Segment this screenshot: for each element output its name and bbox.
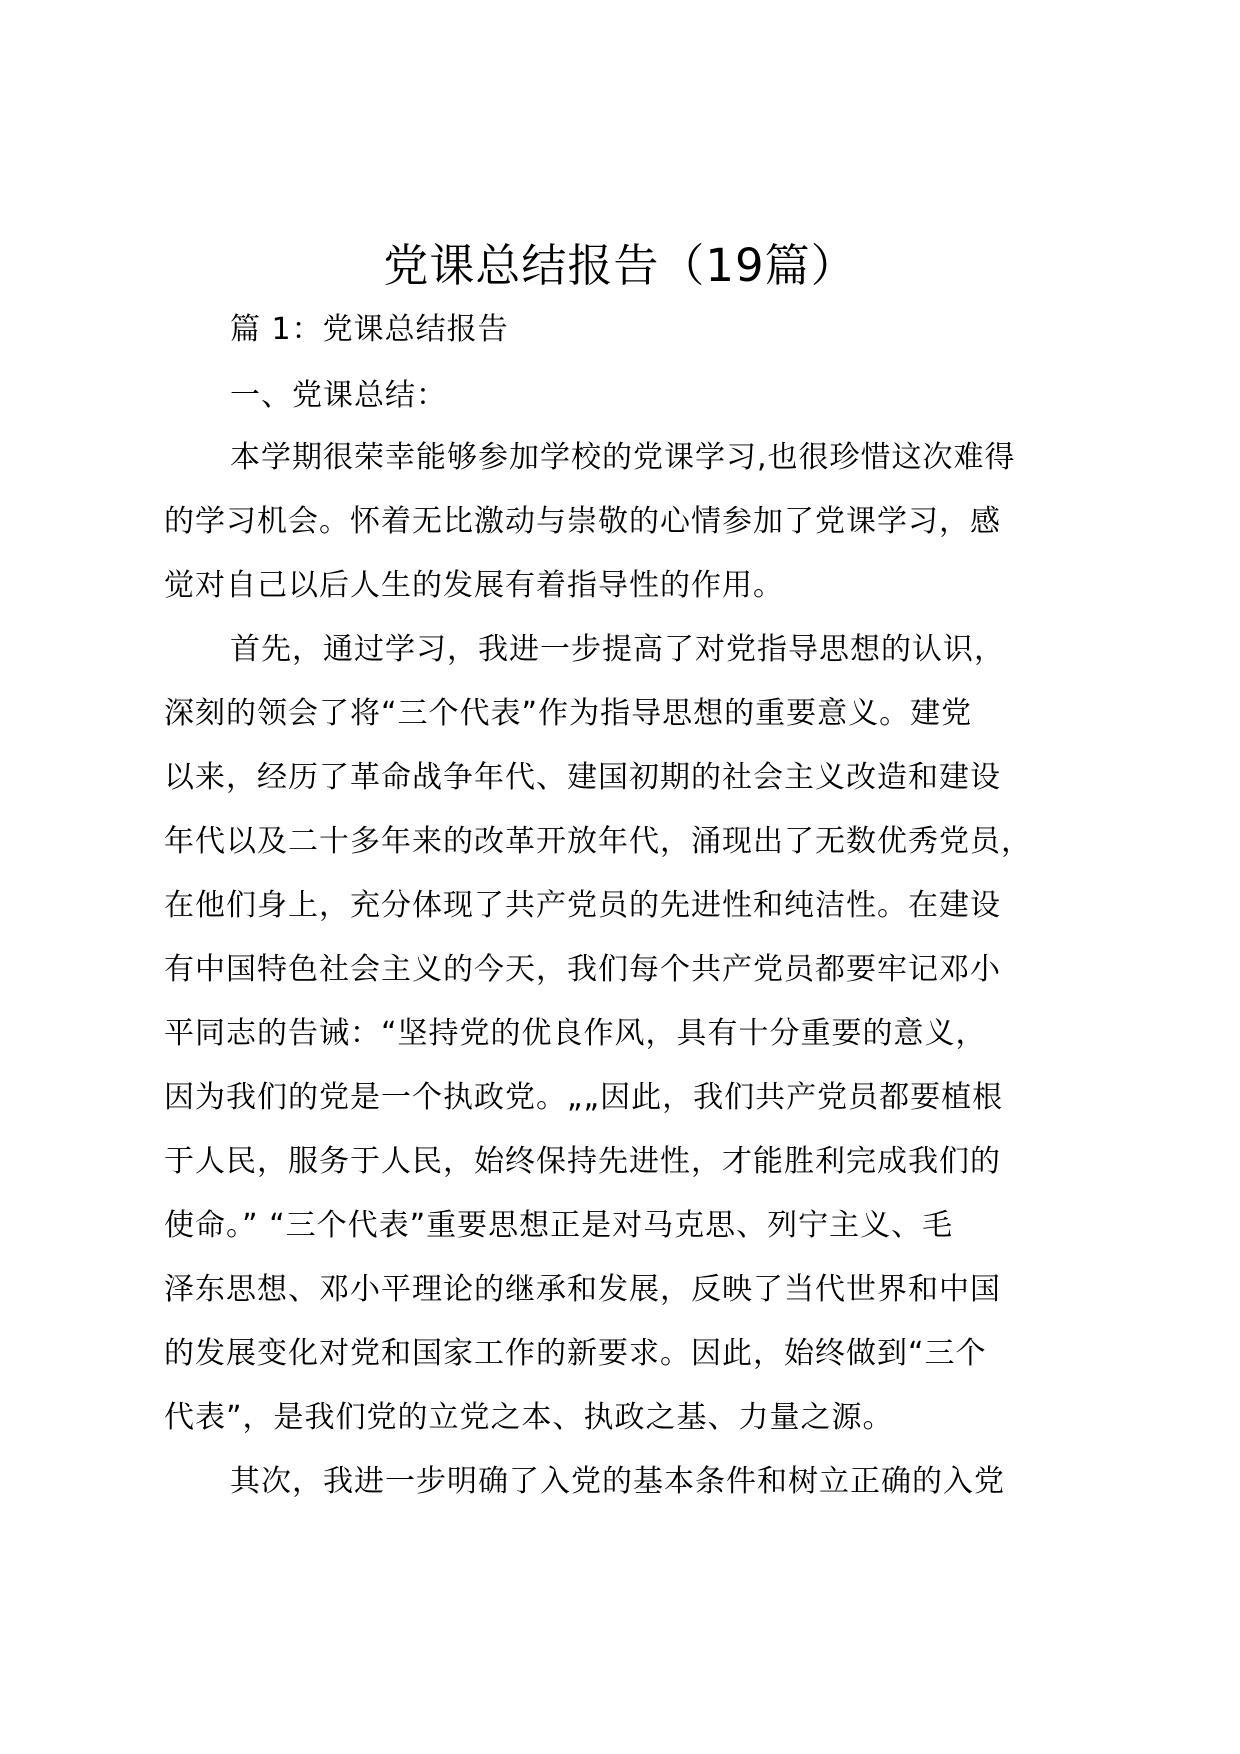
paragraph-line: 的学习机会。怀着无比激动与崇敬的心情参加了党课学习，感 — [164, 504, 1001, 539]
paragraph-line: 的发展变化对党和国家工作的新要求。因此，始终做到“三个 — [164, 1336, 987, 1371]
paragraph-line: 其次，我进一步明确了入党的基本条件和树立正确的入党 — [230, 1464, 1005, 1499]
paragraph-line: 觉对自己以后人生的发展有着指导性的作用。 — [164, 568, 784, 603]
paragraph-line: 平同志的告诫：“坚持党的优良作风，具有十分重要的意义， — [164, 1016, 987, 1051]
paragraph-line: 泽东思想、邓小平理论的继承和发展，反映了当代世界和中国 — [164, 1272, 1001, 1307]
paragraph-line: 代表”，是我们党的立党之本、执政之基、力量之源。 — [164, 1400, 894, 1435]
paragraph-line: 于人民，服务于人民，始终保持先进性，才能胜利完成我们的 — [164, 1144, 1001, 1179]
paragraph-line: 在他们身上，充分体现了共产党员的先进性和纯洁性。在建设 — [164, 888, 1001, 923]
document-title: 党课总结报告（19篇） — [383, 239, 857, 292]
subheading: 一、党课总结： — [230, 378, 447, 413]
paragraph-line: 本学期很荣幸能够参加学校的党课学习,也很珍惜这次难得 — [230, 440, 1016, 475]
paragraph-line: 使命。” “三个代表”重要思想正是对马克思、列宁主义、毛 — [164, 1208, 954, 1243]
paragraph-line: 有中国特色社会主义的今天，我们每个共产党员都要牢记邓小 — [164, 952, 1001, 987]
paragraph-line: 首先，通过学习，我进一步提高了对党指导思想的认识， — [230, 632, 1005, 667]
section-heading: 篇 1：党课总结报告 — [230, 312, 509, 347]
paragraph-line: 深刻的领会了将“三个代表”作为指导思想的重要意义。建党 — [164, 696, 973, 731]
paragraph-line: 因为我们的党是一个执政党。„„因此，我们共产党员都要植根 — [164, 1080, 1004, 1115]
paragraph-line: 年代以及二十多年来的改革开放年代，涌现出了无数优秀党员， — [164, 824, 1032, 859]
paragraph-line: 以来，经历了革命战争年代、建国初期的社会主义改造和建设 — [164, 760, 1001, 795]
